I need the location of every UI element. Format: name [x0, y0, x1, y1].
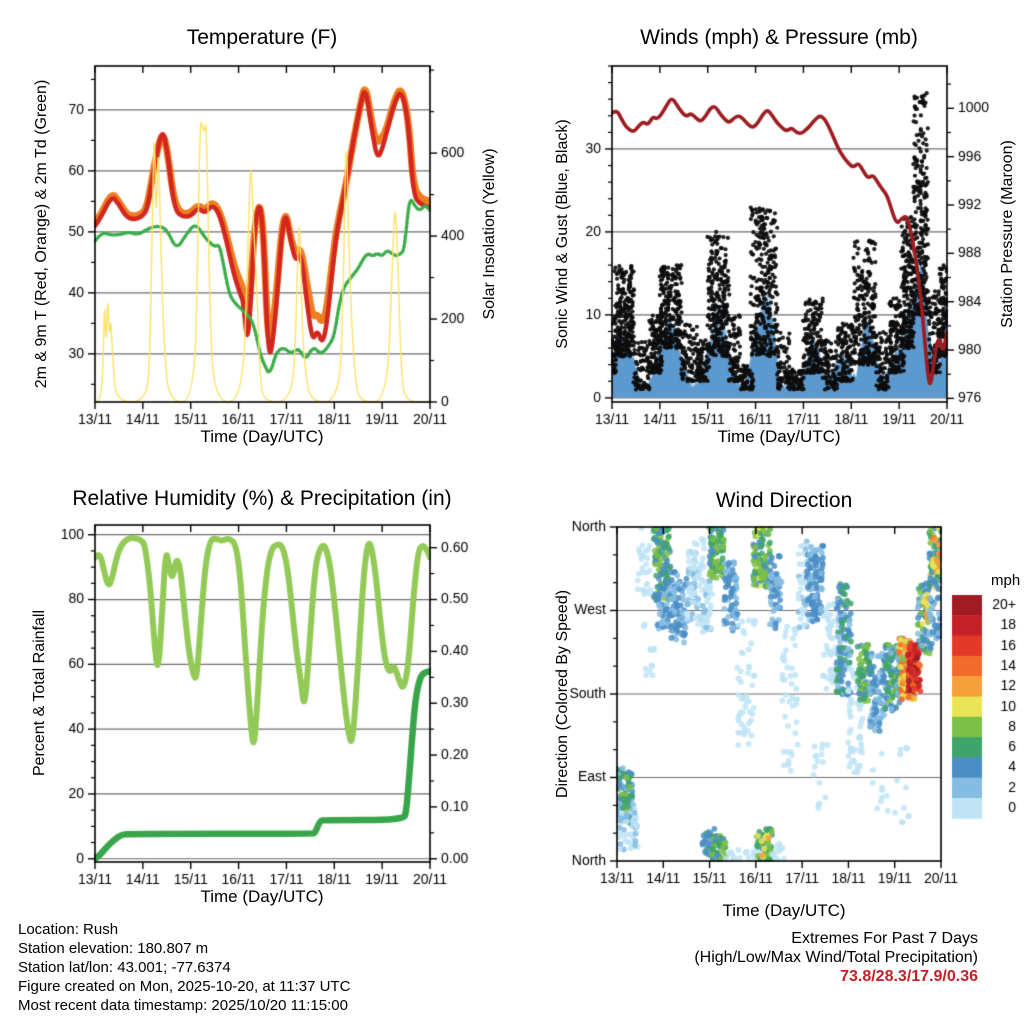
panel-title-winds: Winds (mph) & Pressure (mb) — [640, 26, 918, 49]
axis-label-percent-left: Percent & Total Rainfall — [31, 609, 48, 777]
station-latlon: Station lat/lon: 43.001; -77.6374 — [18, 959, 231, 976]
station-info — [18, 920, 350, 1015]
colorbar-title-mph: mph — [991, 572, 1021, 589]
extremes-title: Extremes For Past 7 Days — [791, 930, 978, 947]
station-location: Location: Rush — [18, 921, 119, 938]
panel-title-humidity: Relative Humidity (%) & Precipitation (in) — [72, 487, 452, 510]
figure-created: Figure created on Mon, 2025-10-20, at 11:37 UTC — [18, 978, 351, 995]
axis-label-pressure-right: Station Pressure (Maroon) — [999, 140, 1016, 328]
panel-title-winddirection: Wind Direction — [715, 489, 853, 512]
axis-label-time-br: Time (Day/UTC) — [722, 901, 846, 920]
extremes-block — [694, 929, 978, 986]
extremes-values: 73.8/28.3/17.9/0.36 — [840, 968, 978, 985]
axis-label-temp-left: 2m & 9m T (Red, Orange) & 2m Td (Green) — [33, 79, 50, 389]
axis-label-time-bl: Time (Day/UTC) — [200, 887, 324, 906]
axis-label-solar-right: Solar Insolation (Yellow) — [481, 148, 498, 320]
axis-label-time-tl: Time (Day/UTC) — [200, 427, 324, 446]
extremes-subtitle: (High/Low/Max Wind/Total Precipitation) — [694, 949, 978, 966]
axis-label-direction-left: Direction (Colored By Speed) — [554, 589, 571, 799]
axis-label-time-tr: Time (Day/UTC) — [717, 427, 841, 446]
axis-label-wind-left: Sonic Wind & Gust (Blue, Black) — [554, 119, 571, 349]
panel-title-temperature: Temperature (F) — [186, 26, 338, 49]
station-elevation: Station elevation: 180.807 m — [18, 940, 209, 957]
data-timestamp: Most recent data timestamp: 2025/10/20 11:15:00 — [18, 997, 348, 1014]
